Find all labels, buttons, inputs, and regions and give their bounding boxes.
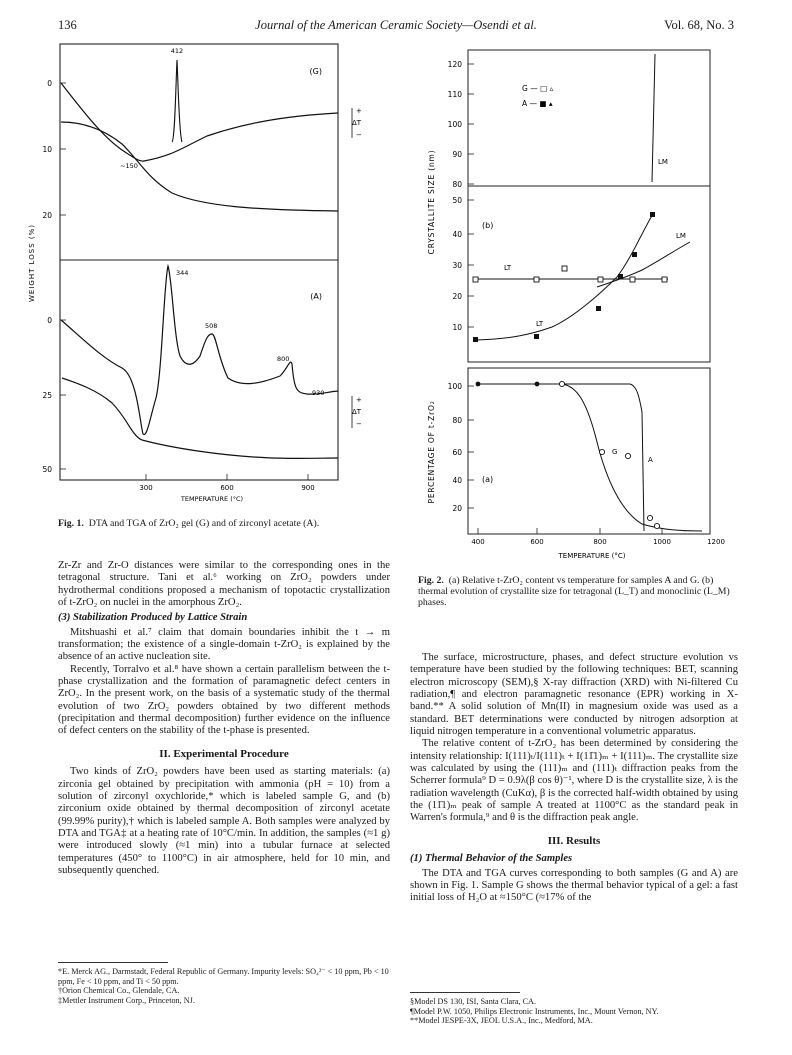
- footnote-mettler: ‡Mettler Instrument Corp., Princeton, NJ.: [58, 995, 195, 1005]
- fig2-xtick-1000: 1000: [653, 538, 671, 546]
- fig1-xtick-600: 600: [220, 484, 234, 492]
- fig1-dt-top: ΔT: [352, 119, 362, 127]
- fig2-ylabel-top: CRYSTALLITE SIZE (nm): [427, 149, 436, 255]
- fig2-xlabel: TEMPERATURE (°C): [558, 552, 626, 560]
- fig1-caption-label: Fig. 1.: [58, 518, 84, 529]
- fig1-peak-508: 508: [205, 322, 218, 330]
- right-para-1: The surface, microstructure, phases, and defect structure evolution vs temperature have been studied by the following techniques: BET, scanning electron microscopy (SEM),§ X-ray diffraction (XRD) with Ni-filtered Cu radiation,¶ and electron paramagnetic resonance (EPR) working in X-band.** A solid solution of Mn(II) in magnesium oxide was used as a standard. BET determinations were conducted by nitrogen adsorption at liquid nitrogen temperature in a conventional volumetric apparatus.: [410, 652, 738, 738]
- fig2-caption-label: Fig. 2.: [418, 575, 444, 586]
- fig1-a-tga-curve: [62, 378, 338, 458]
- fig2-g-points: [473, 266, 667, 282]
- fig2-ytick-100: 100: [447, 120, 462, 129]
- left-column: [58, 560, 390, 877]
- running-header: [58, 18, 734, 34]
- fig1-peak-150: ~150: [120, 162, 138, 170]
- fig1-peak-344: 344: [176, 269, 189, 277]
- journal-title: Journal of the American Ceramic Society—Osendi et al.: [255, 18, 537, 32]
- left-para-1: Zr-Zr and Zr-O distances were similar to the corresponding ones in the tetragonal structure. Tani et al.⁶ working on ZrO₂ powders under hydrothermal conditions proposed a mechanism of topotactic crystallization of t-ZrO₂ on nuclei in the amorphous ZrO₂.: [58, 560, 390, 609]
- right-column: [410, 652, 738, 905]
- subsection-1-title: (1) Thermal Behavior of the Samples: [410, 853, 573, 865]
- footnote-orion: †Orion Chemical Co., Glendale, CA.: [58, 986, 180, 996]
- fig2-ytick-20: 20: [452, 292, 462, 301]
- section-2-title: II. Experimental Procedure: [159, 747, 289, 760]
- fig1-g-peak-412: [172, 60, 182, 142]
- fig2-ytick-30: 30: [452, 261, 462, 270]
- fig2-ytick-80: 80: [452, 180, 462, 189]
- fig2-ytick-a100: 100: [447, 382, 462, 391]
- right-footnote-rule: [410, 992, 520, 993]
- fig2-xtick-400: 400: [471, 538, 485, 546]
- left-footnotes: [58, 967, 390, 1005]
- fig1-x-ticks: [146, 474, 308, 480]
- fig1-xlabel: TEMPERATURE (°C): [180, 495, 244, 503]
- fig2-xtick-1200: 1200: [707, 538, 725, 546]
- fig2-caption: [418, 575, 736, 608]
- fig2-ytick-50: 50: [452, 196, 462, 205]
- footnote-jeol: **Model JESPE-3X, JEOL U.S.A., Inc., Medford, MA.: [410, 1016, 593, 1026]
- fig2-xtick-600: 600: [530, 538, 544, 546]
- right-footnotes: [410, 997, 738, 1026]
- fig2-legend-a: A — ■ ▴: [522, 99, 553, 108]
- fig2-panel-b: (b): [482, 221, 494, 230]
- fig2-legend-g: G — □ ▵: [522, 84, 554, 93]
- fig1-dt-minus-bot: −: [356, 420, 362, 428]
- fig1-peak-930: 930: [312, 389, 325, 397]
- fig2-label-a: A: [648, 456, 653, 464]
- footnote-merck: *E. Merck AG., Darmstadt, Federal Republic of Germany. Impurity levels: SO₄²⁻ < 10 ppm, Pb < 10 ppm, Fe < 10 ppm, and Ti < 50 ppm.: [58, 967, 389, 986]
- fig2-a-drop: [630, 384, 642, 412]
- fig2-label-lm: LM: [676, 232, 686, 240]
- fig2-panel-b-frame: [468, 186, 710, 362]
- fig2-g-curve: [562, 384, 702, 531]
- fig1-frame: [60, 44, 338, 480]
- figure-2: [412, 42, 742, 562]
- fig1-dt-plus-bot: +: [356, 396, 362, 404]
- fig1-ytick-b0: 0: [47, 316, 52, 325]
- left-footnote-rule: [58, 962, 168, 963]
- fig1-ytick-20: 20: [42, 211, 52, 220]
- fig1-ytick-b50: 50: [42, 465, 52, 474]
- fig1-a-dta-curve: [61, 266, 338, 435]
- fig1-caption: [58, 518, 388, 529]
- fig2-label-g: G: [612, 448, 618, 456]
- fig1-dt-plus-top: +: [356, 107, 362, 115]
- fig2-ylabel-bottom: PERCENTAGE OF t-ZrO₂: [427, 400, 436, 504]
- fig2-ytick-110: 110: [447, 90, 462, 99]
- fig2-panel-a: (a): [482, 475, 494, 484]
- fig1-ytick-b25: 25: [42, 391, 52, 400]
- fig2-ytick-a60: 60: [452, 448, 462, 457]
- right-para-2: The relative content of t-ZrO₂ has been determined by considering the intensity relationship: I(111)ₜ/I(111)ₜ + I(11̄1)ₘ + I(111)ₘ. The crystallite size was calculated by using the (111)ₘ and (111)ₜ diffraction peaks from the Scherrer formula⁹ D = 0.9λ(β cos θ)⁻¹, where D is the crystallite size, λ is the radiation wavelength (CuKα), β is the corrected half-width obtained by using the (11̄1)ₘ peak of sample A treated at 1100°C as the standard peak in Warren's formula,⁹ and θ is the diffraction peak angle.: [410, 738, 738, 824]
- fig2-caption-text: (a) Relative t-ZrO₂ content vs temperature for samples A and G. (b) thermal evolution of crystallite size for tetragonal (L_T) and monoclinic (L_M) phases.: [418, 575, 730, 608]
- left-para-3: Recently, Torralvo et al.⁸ have shown a certain parallelism between the t-phase crystallization and the formation of paramagnetic defect centers in ZrO₂. In the present work, on the basis of a systematic study of the thermal evolution of two ZrO₂ powders obtained by two different methods (precipitation and thermal decomposition) further evidence on the influence of defect centers on the stability of the t-phase is presented.: [58, 663, 390, 737]
- fig1-g-dta-curve: [61, 83, 338, 161]
- fig2-xtick-800: 800: [593, 538, 607, 546]
- left-para-4: Two kinds of ZrO₂ powders have been used as starting materials: (a) zirconia gel obtained by precipitation with ammonia (pH = 10) from a solution of zirconyl oxychloride,* which is labeled sample G, and (b) zirconium oxide obtained by thermal decomposition of zirconyl acetate (99.99% purity),† which is labeled sample A. Both samples were analyzed by DTA and TGA‡ at a heating rate of 10°C/min. In addition, the samples (≈1 g) were introduced slowly (≈1 min) into a tubular furnace at selected temperatures (450° to 1100°C) in air atmosphere, held for 10 min, and subsequently quenched.: [58, 766, 390, 876]
- fig2-upper-break-frame: [468, 50, 710, 186]
- footnote-ds130: §Model DS 130, ISI, Santa Clara, CA.: [410, 997, 536, 1006]
- fig2-label-lm-upper: LM: [658, 158, 668, 166]
- fig1-peak-800: 800: [277, 355, 290, 363]
- fig2-panel-g-points: [559, 381, 659, 528]
- footnote-philips: ¶Model P.W. 1050, Philips Electronic Instruments, Inc., Mount Vernon, NY.: [410, 1006, 659, 1016]
- right-para-3: The DTA and TGA curves corresponding to both samples (G and A) are shown in Fig. 1. Sample G shows the thermal behavior typical of a gel: a fast initial loss of H₂O at ≈150°C (≈17% of the: [410, 867, 738, 904]
- fig2-panel-a-frame: [468, 368, 710, 534]
- fig1-panel-a: (A): [310, 292, 322, 301]
- volume-issue: Vol. 68, No. 3: [664, 18, 734, 32]
- fig1-xtick-900: 900: [301, 484, 315, 492]
- figure-1: [22, 38, 378, 508]
- fig2-lm-a-upper-line: [652, 54, 655, 182]
- fig2-ytick-90: 90: [452, 150, 462, 159]
- fig2-label-lt-a: LT: [536, 320, 544, 328]
- fig1-xtick-300: 300: [139, 484, 153, 492]
- fig2-lm-curve: [597, 242, 690, 287]
- fig1-ytick-0: 0: [47, 79, 52, 88]
- fig1-panel-g: (G): [309, 67, 322, 76]
- fig1-caption-text: DTA and TGA of ZrO₂ gel (G) and of zirconyl acetate (A).: [88, 518, 320, 529]
- fig2-ytick-10: 10: [452, 323, 462, 332]
- fig1-dt-bot: ΔT: [352, 408, 362, 416]
- fig1-ylabel: WEIGHT LOSS (%): [28, 224, 36, 302]
- fig1-peak-412: 412: [170, 47, 184, 55]
- page-number: 136: [58, 18, 77, 32]
- fig2-a-vert: [642, 412, 644, 531]
- fig2-ytick-120: 120: [447, 60, 462, 69]
- fig1-top-y-ticks: [60, 83, 66, 215]
- fig1-dt-minus-top: −: [356, 131, 362, 139]
- fig2-ytick-a40: 40: [452, 476, 462, 485]
- subsection-3-title: (3) Stabilization Produced by Lattice Strain: [58, 612, 248, 624]
- fig1-bottom-y-ticks: [60, 320, 66, 469]
- fig1-g-tga-curve: [61, 122, 338, 211]
- fig2-ytick-a80: 80: [452, 416, 462, 425]
- fig2-ytick-a20: 20: [452, 504, 462, 513]
- fig2-ytick-40: 40: [452, 230, 462, 239]
- section-3-title: III. Results: [547, 834, 601, 847]
- left-para-2: Mitshuashi et al.⁷ claim that domain boundaries inhibit the t → m transformation; the existence of a single-domain t-ZrO₂ is explained by the absence of an active nucleation site.: [58, 626, 390, 663]
- fig2-a-points: [473, 212, 655, 342]
- fig2-label-lt-g: LT: [504, 264, 512, 272]
- fig1-ytick-10: 10: [42, 145, 52, 154]
